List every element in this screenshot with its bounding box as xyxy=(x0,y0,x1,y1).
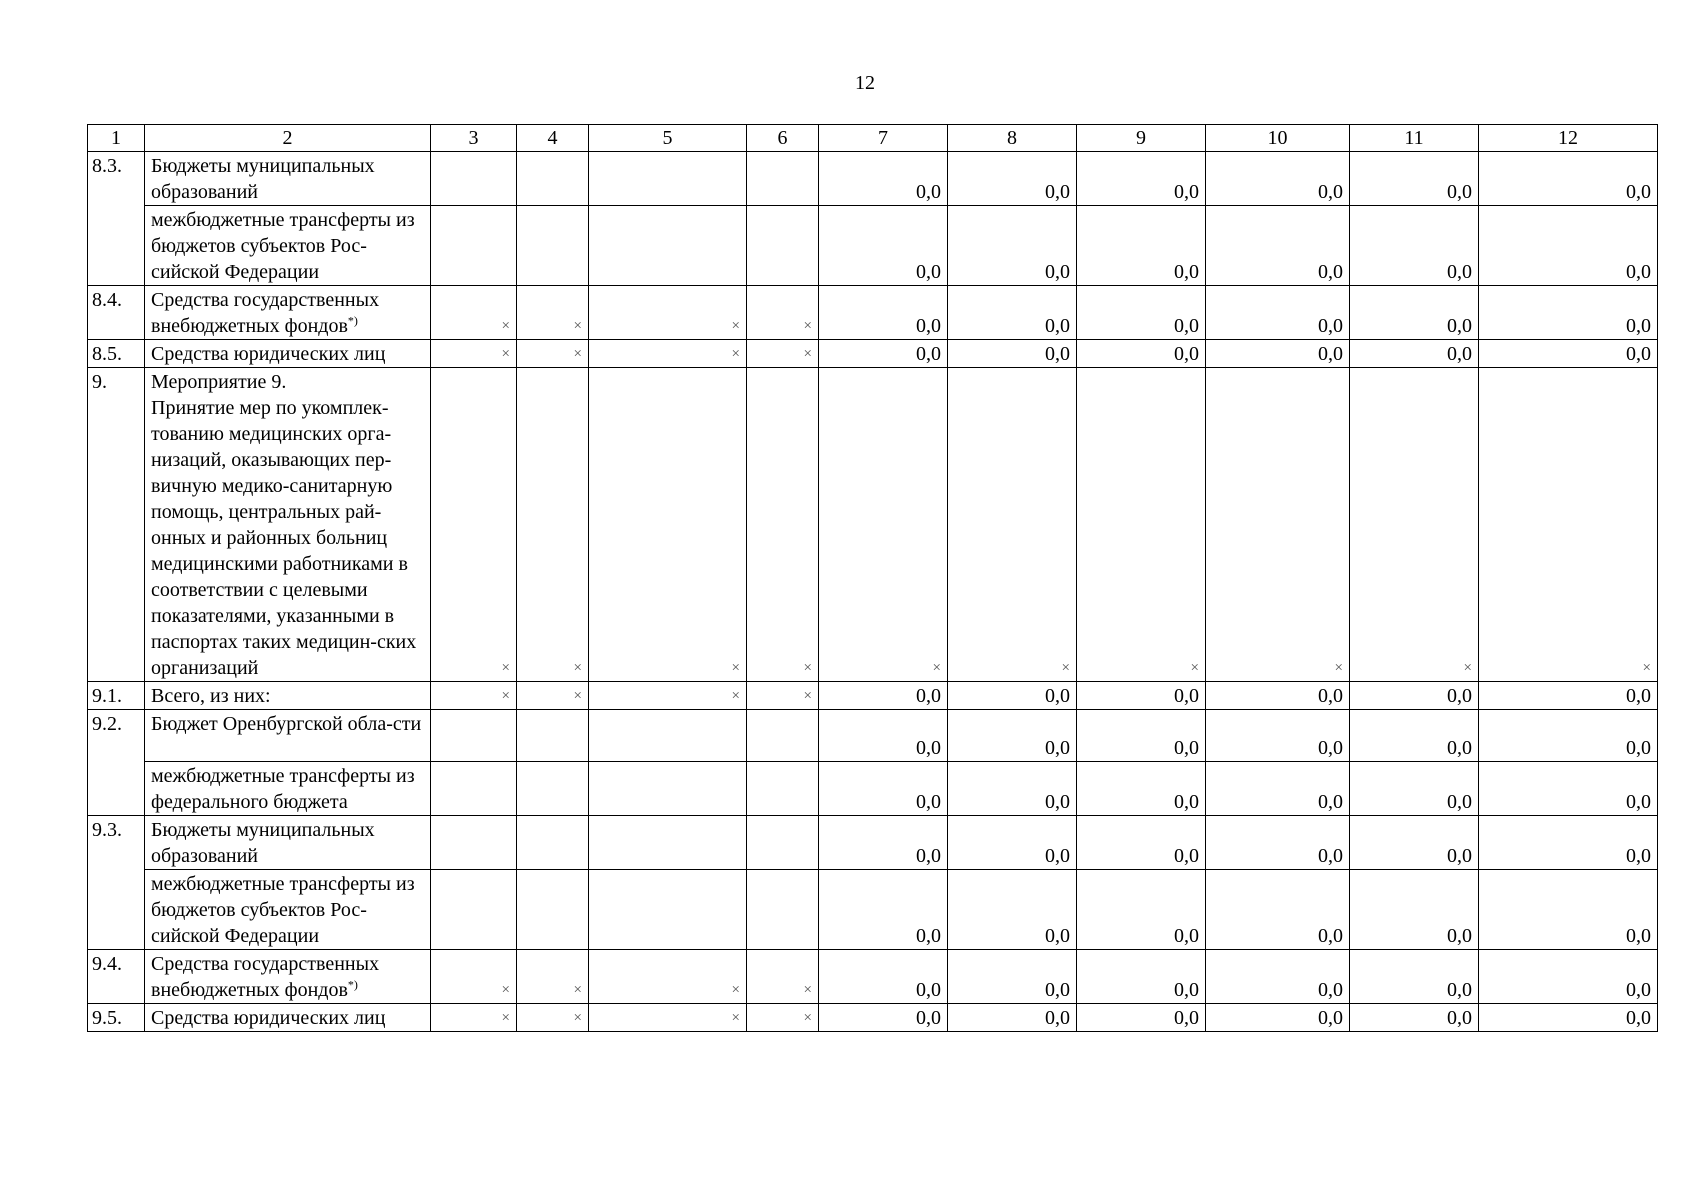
table-row xyxy=(88,816,1658,870)
row-name-text: Принятие мер по укомплек-тованию медицинских орга-низаций, оказывающих пер-вичную медико-санитарную помощь, центральных рай-онных и районных больниц медицинскими работниками в соответствии с целевыми показателями, указанными в паспортах таких медицин-ских организаций xyxy=(151,397,417,679)
row-name-text: межбюджетные трансферты из бюджетов субъектов Рос-сийской Федерации xyxy=(151,873,415,947)
header-cell: 9 xyxy=(1077,125,1206,152)
header-cell: 7 xyxy=(819,125,948,152)
cross-mark: × xyxy=(819,368,948,682)
table-row xyxy=(88,710,1658,762)
row-name xyxy=(145,710,431,762)
row-number: 9.3. xyxy=(88,816,145,950)
empty-cell xyxy=(747,710,819,762)
value-cell: 0,0 xyxy=(948,206,1077,286)
row-name xyxy=(145,340,431,368)
value-cell: 0,0 xyxy=(948,762,1077,816)
value-cell: 0,0 xyxy=(1479,762,1658,816)
value-cell: 0,0 xyxy=(1350,762,1479,816)
value-cell: 0,0 xyxy=(819,1004,948,1032)
cross-mark: × xyxy=(517,950,589,1004)
value-cell: 0,0 xyxy=(1479,152,1658,206)
cross-mark: × xyxy=(431,368,517,682)
row-name xyxy=(145,152,431,206)
cross-mark: × xyxy=(517,340,589,368)
row-name-text: Бюджеты муниципальных образований xyxy=(151,819,375,867)
table-row xyxy=(88,950,1658,1004)
footnote-mark: *) xyxy=(347,977,358,992)
footnote-mark: *) xyxy=(347,313,358,328)
value-cell: 0,0 xyxy=(1206,762,1350,816)
row-name-text: Средства государственных внебюджетных фондов xyxy=(151,953,380,1001)
cross-mark: × xyxy=(431,682,517,710)
value-cell: 0,0 xyxy=(819,286,948,340)
row-number: 9. xyxy=(88,368,145,682)
header-cell: 12 xyxy=(1479,125,1658,152)
row-name xyxy=(145,1004,431,1032)
table-row xyxy=(88,762,1658,816)
value-cell: 0,0 xyxy=(1077,340,1206,368)
row-name-text: Средства юридических лиц xyxy=(151,343,386,365)
value-cell: 0,0 xyxy=(1206,816,1350,870)
value-cell: 0,0 xyxy=(1206,870,1350,950)
row-name xyxy=(145,762,431,816)
table-row xyxy=(88,206,1658,286)
empty-cell xyxy=(517,816,589,870)
value-cell: 0,0 xyxy=(1350,1004,1479,1032)
cross-mark: × xyxy=(589,286,747,340)
value-cell: 0,0 xyxy=(948,950,1077,1004)
empty-cell xyxy=(431,152,517,206)
cross-mark: × xyxy=(1077,368,1206,682)
value-cell: 0,0 xyxy=(1479,206,1658,286)
cross-mark: × xyxy=(589,1004,747,1032)
empty-cell xyxy=(431,816,517,870)
value-cell: 0,0 xyxy=(1077,286,1206,340)
value-cell: 0,0 xyxy=(1206,950,1350,1004)
empty-cell xyxy=(431,762,517,816)
cross-mark: × xyxy=(517,682,589,710)
value-cell: 0,0 xyxy=(1077,950,1206,1004)
value-cell: 0,0 xyxy=(819,682,948,710)
row-name xyxy=(145,950,431,1004)
row-number: 9.2. xyxy=(88,710,145,816)
header-cell: 4 xyxy=(517,125,589,152)
cross-mark: × xyxy=(1479,368,1658,682)
value-cell: 0,0 xyxy=(948,710,1077,762)
row-name-text: межбюджетные трансферты из федерального бюджета xyxy=(151,765,415,813)
empty-cell xyxy=(589,206,747,286)
value-cell: 0,0 xyxy=(1206,340,1350,368)
row-number: 8.4. xyxy=(88,286,145,340)
value-cell: 0,0 xyxy=(1350,710,1479,762)
cross-mark: × xyxy=(589,340,747,368)
header-cell: 1 xyxy=(88,125,145,152)
cross-mark: × xyxy=(747,950,819,1004)
value-cell: 0,0 xyxy=(1206,682,1350,710)
header-cell: 2 xyxy=(145,125,431,152)
row-name xyxy=(145,206,431,286)
budget-table xyxy=(87,124,1658,1032)
cross-mark: × xyxy=(948,368,1077,682)
table-row xyxy=(88,368,1658,682)
value-cell: 0,0 xyxy=(1350,152,1479,206)
row-name-text: межбюджетные трансферты из бюджетов субъектов Рос-сийской Федерации xyxy=(151,209,415,283)
cross-mark: × xyxy=(431,340,517,368)
value-cell: 0,0 xyxy=(1479,1004,1658,1032)
value-cell: 0,0 xyxy=(1479,340,1658,368)
value-cell: 0,0 xyxy=(1479,682,1658,710)
value-cell: 0,0 xyxy=(819,710,948,762)
table-row xyxy=(88,870,1658,950)
cross-mark: × xyxy=(517,286,589,340)
value-cell: 0,0 xyxy=(948,816,1077,870)
row-name xyxy=(145,816,431,870)
value-cell: 0,0 xyxy=(819,152,948,206)
value-cell: 0,0 xyxy=(1206,206,1350,286)
value-cell: 0,0 xyxy=(819,816,948,870)
cross-mark: × xyxy=(589,682,747,710)
header-cell: 3 xyxy=(431,125,517,152)
value-cell: 0,0 xyxy=(1350,286,1479,340)
empty-cell xyxy=(517,206,589,286)
empty-cell xyxy=(431,870,517,950)
value-cell: 0,0 xyxy=(1077,762,1206,816)
value-cell: 0,0 xyxy=(819,762,948,816)
empty-cell xyxy=(431,710,517,762)
empty-cell xyxy=(589,816,747,870)
value-cell: 0,0 xyxy=(1206,1004,1350,1032)
cross-mark: × xyxy=(517,1004,589,1032)
empty-cell xyxy=(747,762,819,816)
value-cell: 0,0 xyxy=(819,206,948,286)
empty-cell xyxy=(517,710,589,762)
empty-cell xyxy=(589,710,747,762)
row-name-text: Средства государственных внебюджетных фондов xyxy=(151,289,380,337)
empty-cell xyxy=(517,152,589,206)
value-cell: 0,0 xyxy=(819,870,948,950)
cross-mark: × xyxy=(1350,368,1479,682)
value-cell: 0,0 xyxy=(1479,950,1658,1004)
value-cell: 0,0 xyxy=(1206,710,1350,762)
table-row xyxy=(88,1004,1658,1032)
value-cell: 0,0 xyxy=(1479,710,1658,762)
value-cell: 0,0 xyxy=(819,340,948,368)
row-number: 9.4. xyxy=(88,950,145,1004)
table-row xyxy=(88,682,1658,710)
row-name-text: Бюджет Оренбургской обла-сти xyxy=(151,713,422,735)
value-cell: 0,0 xyxy=(1077,1004,1206,1032)
cross-mark: × xyxy=(431,950,517,1004)
cross-mark: × xyxy=(431,286,517,340)
value-cell: 0,0 xyxy=(948,1004,1077,1032)
row-name-text: Всего, из них: xyxy=(151,685,271,707)
cross-mark: × xyxy=(747,1004,819,1032)
empty-cell xyxy=(589,870,747,950)
value-cell: 0,0 xyxy=(1077,870,1206,950)
cross-mark: × xyxy=(747,286,819,340)
value-cell: 0,0 xyxy=(948,870,1077,950)
value-cell: 0,0 xyxy=(1479,870,1658,950)
page-number: 12 xyxy=(855,72,875,94)
value-cell: 0,0 xyxy=(1077,206,1206,286)
cross-mark: × xyxy=(431,1004,517,1032)
value-cell: 0,0 xyxy=(1206,286,1350,340)
value-cell: 0,0 xyxy=(1350,950,1479,1004)
cross-mark: × xyxy=(747,682,819,710)
row-name xyxy=(145,870,431,950)
value-cell: 0,0 xyxy=(948,682,1077,710)
value-cell: 0,0 xyxy=(1206,152,1350,206)
value-cell: 0,0 xyxy=(1077,710,1206,762)
header-cell: 6 xyxy=(747,125,819,152)
table-row xyxy=(88,152,1658,206)
header-cell: 5 xyxy=(589,125,747,152)
row-name-text: Средства юридических лиц xyxy=(151,1007,386,1029)
value-cell: 0,0 xyxy=(948,286,1077,340)
value-cell: 0,0 xyxy=(1350,340,1479,368)
cross-mark: × xyxy=(747,340,819,368)
empty-cell xyxy=(517,870,589,950)
row-number: 9.1. xyxy=(88,682,145,710)
header-cell: 11 xyxy=(1350,125,1479,152)
cross-mark: × xyxy=(1206,368,1350,682)
row-name xyxy=(145,286,431,340)
value-cell: 0,0 xyxy=(1350,870,1479,950)
table-row xyxy=(88,340,1658,368)
empty-cell xyxy=(589,762,747,816)
empty-cell xyxy=(431,206,517,286)
empty-cell xyxy=(747,152,819,206)
header-cell: 10 xyxy=(1206,125,1350,152)
table-body xyxy=(88,152,1658,1032)
cross-mark: × xyxy=(589,950,747,1004)
row-number: 8.3. xyxy=(88,152,145,286)
value-cell: 0,0 xyxy=(1479,816,1658,870)
row-name-text: Бюджеты муниципальных образований xyxy=(151,155,375,203)
row-number: 8.5. xyxy=(88,340,145,368)
row-name xyxy=(145,682,431,710)
table-row xyxy=(88,286,1658,340)
cross-mark: × xyxy=(589,368,747,682)
value-cell: 0,0 xyxy=(1077,816,1206,870)
header-row xyxy=(88,125,1658,152)
value-cell: 0,0 xyxy=(819,950,948,1004)
empty-cell xyxy=(747,206,819,286)
cross-mark: × xyxy=(517,368,589,682)
row-number: 9.5. xyxy=(88,1004,145,1032)
empty-cell xyxy=(517,762,589,816)
value-cell: 0,0 xyxy=(1350,206,1479,286)
value-cell: 0,0 xyxy=(1479,286,1658,340)
empty-cell xyxy=(747,816,819,870)
row-name-text: Мероприятие 9. xyxy=(151,371,287,393)
row-name xyxy=(145,368,431,682)
cross-mark: × xyxy=(747,368,819,682)
value-cell: 0,0 xyxy=(948,152,1077,206)
value-cell: 0,0 xyxy=(1077,152,1206,206)
value-cell: 0,0 xyxy=(1077,682,1206,710)
value-cell: 0,0 xyxy=(948,340,1077,368)
value-cell: 0,0 xyxy=(1350,816,1479,870)
value-cell: 0,0 xyxy=(1350,682,1479,710)
header-cell: 8 xyxy=(948,125,1077,152)
empty-cell xyxy=(747,870,819,950)
empty-cell xyxy=(589,152,747,206)
